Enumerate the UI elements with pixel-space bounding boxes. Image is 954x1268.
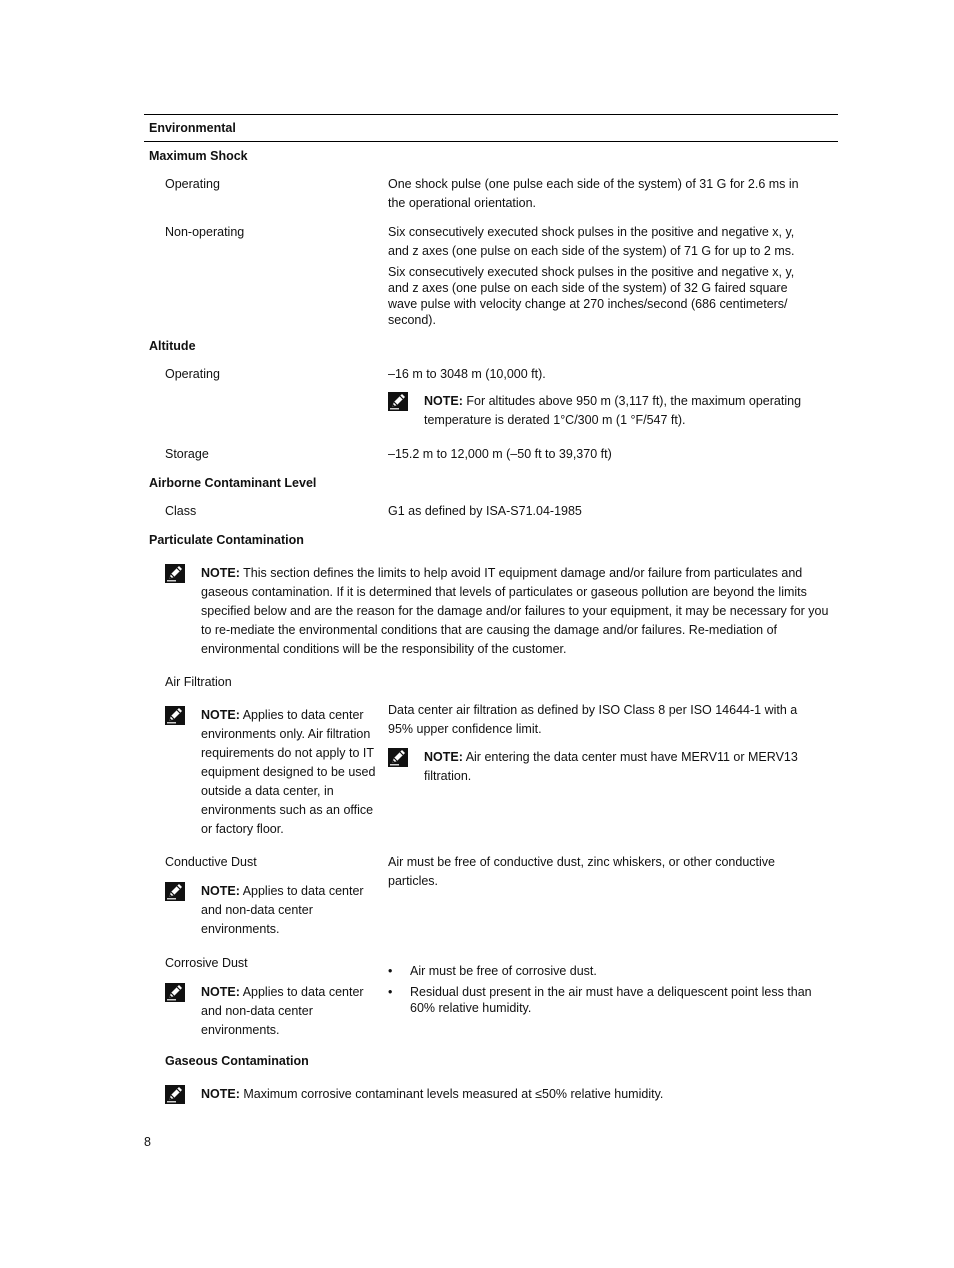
- note-pencil-icon: [165, 564, 185, 583]
- note-pencil-icon: [388, 748, 408, 767]
- list-item-text: Residual dust present in the air must have a deliquescent point less than 60% relative humidity.: [410, 985, 812, 1015]
- corrosive-dust-row: [144, 954, 838, 1040]
- note-text: Applies to data center and non-data center environments.: [201, 985, 364, 1037]
- note-pencil-icon: [165, 983, 185, 1002]
- section-altitude: Altitude: [149, 339, 196, 353]
- row-value: [388, 223, 818, 328]
- note-block: [388, 748, 818, 786]
- value-paragraph: –16 m to 3048 m (10,000 ft).: [388, 367, 546, 381]
- note-pencil-icon: [165, 706, 185, 725]
- note-text: This section defines the limits to help avoid IT equipment damage and/or failure from particulates and gaseous contamination. If it is determined that levels of particulates or gaseous pollution are beyond the limits specified below and are the reason for the damage and/or failures to your equipment, it may be necessary for you to re-mediate the environmental conditions that are causing the damage and/or failures. Re-mediation of environmental conditions will be the responsibility of the customer.: [201, 566, 829, 656]
- note-block: [165, 983, 382, 1040]
- row-label: Corrosive Dust: [165, 956, 248, 970]
- note-label: NOTE:: [424, 394, 463, 408]
- altitude-operating-row: [144, 365, 838, 430]
- value-paragraph: Six consecutively executed shock pulses in the positive and negative x, y, and z axes (one pulse on each side of the system) of 71 G for up to 2 ms.: [388, 225, 795, 258]
- note-pencil-icon: [165, 1085, 185, 1104]
- section-particulate-contamination: Particulate Contamination: [149, 533, 304, 547]
- note-block: [165, 706, 378, 839]
- list-item: • Air must be free of corrosive dust.: [388, 964, 597, 978]
- note-label: NOTE:: [201, 985, 240, 999]
- note-text: For altitudes above 950 m (3,117 ft), the maximum operating temperature is derated 1°C/300 m (1 °F/547 ft).: [424, 394, 802, 427]
- note-text: Air entering the data center must have MERV11 or MERV13 filtration.: [424, 750, 798, 783]
- row-label: Class: [165, 504, 197, 518]
- note-label: NOTE:: [201, 884, 240, 898]
- note-text: Applies to data center and non-data center environments.: [201, 884, 364, 936]
- shock-operating-row: [144, 175, 838, 213]
- list-item: • Residual dust present in the air must have a deliquescent point less than 60% relative humidity.: [388, 984, 818, 1016]
- section-maximum-shock: Maximum Shock: [149, 149, 248, 163]
- row-value: [388, 365, 818, 430]
- air-filtration-heading-row: [144, 673, 838, 692]
- airborne-class-row: [144, 502, 838, 521]
- row-label: Operating: [165, 177, 220, 191]
- row-value: –15.2 m to 12,000 m (–50 ft to 39,370 ft): [388, 447, 612, 461]
- row-value: [388, 954, 818, 1040]
- row-label: Non-operating: [165, 225, 245, 239]
- section-airborne-contaminant: Airborne Contaminant Level: [149, 476, 317, 490]
- shock-nonop-row: [144, 223, 838, 328]
- value-paragraph: Six consecutively executed shock pulses in the positive and negative x, y, and z axes (one pulse on each side of the system) of 32 G faired square wave pulse with velocity change at 270 inches/second (686 centimeters/ second).: [388, 265, 795, 327]
- air-filtration-row: [144, 701, 838, 839]
- list-item-text: Air must be free of corrosive dust.: [410, 964, 597, 978]
- note-label: NOTE:: [201, 566, 240, 580]
- note-block: [388, 392, 818, 430]
- conductive-dust-row: [144, 853, 838, 939]
- note-pencil-icon: [388, 392, 408, 411]
- note-block: [165, 882, 382, 939]
- note-label: NOTE:: [424, 750, 463, 764]
- row-value: One shock pulse (one pulse each side of the system) of 31 G for 2.6 ms in the operational orientation.: [388, 177, 799, 210]
- section-gaseous-contamination: Gaseous Contamination: [165, 1054, 309, 1068]
- note-pencil-icon: [165, 882, 185, 901]
- page-number: 8: [144, 1135, 151, 1149]
- spec-page: [144, 114, 838, 1110]
- row-label: Conductive Dust: [165, 855, 257, 869]
- note-label: NOTE:: [201, 1087, 240, 1101]
- note-label: NOTE:: [201, 708, 240, 722]
- row-value: Air must be free of conductive dust, zinc whiskers, or other conductive particles.: [388, 855, 775, 888]
- row-label: Operating: [165, 367, 220, 381]
- table-header: Environmental: [144, 114, 838, 142]
- row-label: Storage: [165, 447, 209, 461]
- value-paragraph: Data center air filtration as defined by ISO Class 8 per ISO 14644-1 with a 95% upper confidence limit.: [388, 703, 798, 736]
- row-value: G1 as defined by ISA-S71.04-1985: [388, 504, 582, 518]
- note-text: Maximum corrosive contaminant levels measured at ≤50% relative humidity.: [243, 1087, 664, 1101]
- note-text: Applies to data center environments only. Air filtration requirements do not apply to IT equipment designed to be used outside a data center, in environments such as an office or factory floor.: [201, 708, 376, 836]
- row-value: [388, 701, 818, 839]
- altitude-storage-row: [144, 445, 838, 464]
- row-label: Air Filtration: [165, 675, 232, 689]
- bullet-list: [388, 963, 818, 1016]
- note-block: [144, 564, 838, 659]
- note-block: [144, 1085, 838, 1110]
